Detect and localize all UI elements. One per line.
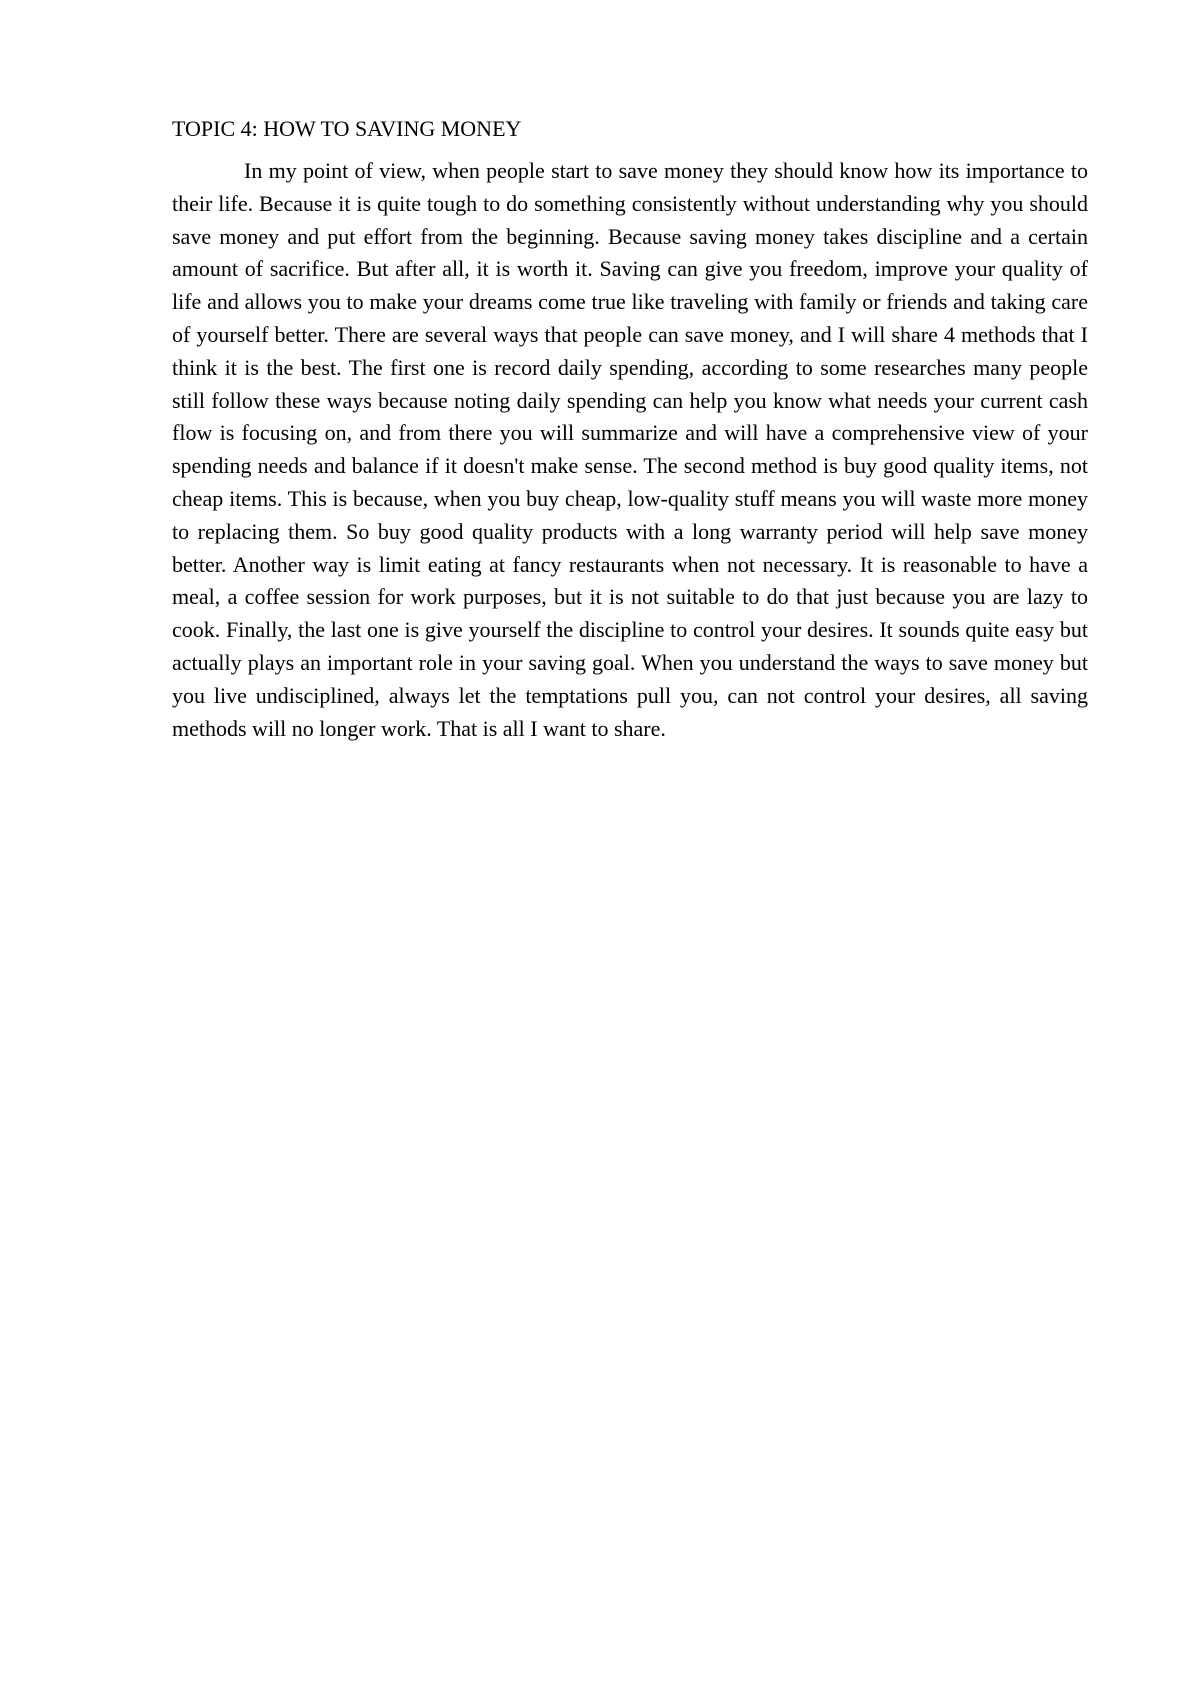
essay-paragraph: In my point of view, when people start to save money they should know how its importance to their life. Because it is quite tough to do something consistently without understanding why you should save money and put effort from the beginning. Because saving money takes discipline and a certain amount of sacrifice. But after all, it is worth it. Saving can give you freedom, improve your quality of life and allows you to make your dreams come true like traveling with family or friends and taking care of yourself better. There are several ways that people can save money, and I will share 4 methods that I think it is the best. The first one is record daily spending, according to some researches many people still follow these ways because noting daily spending can help you know what needs your current cash flow is focusing on, and from there you will summarize and will have a comprehensive view of your spending needs and balance if it doesn't make sense. The second method is buy good quality items, not cheap items. This is because, when you buy cheap, low-quality stuff means you will waste more money to replacing them. So buy good quality products with a long warranty period will help save money better. Another way is limit eating at fancy restaurants when not necessary. It is reasonable to have a meal, a coffee session for work purposes, but it is not suitable to do that just because you are lazy to cook. Finally, the last one is give yourself the discipline to control your desires. It sounds quite easy but actually plays an important role in your saving goal. When you understand the ways to save money but you live undisciplined, always let the temptations pull you, can not control your desires, all saving methods will no longer work. That is all I want to share. <box>172 158 1088 741</box>
document-content <box>172 113 1088 745</box>
document-title: TOPIC 4: HOW TO SAVING MONEY <box>172 116 522 141</box>
